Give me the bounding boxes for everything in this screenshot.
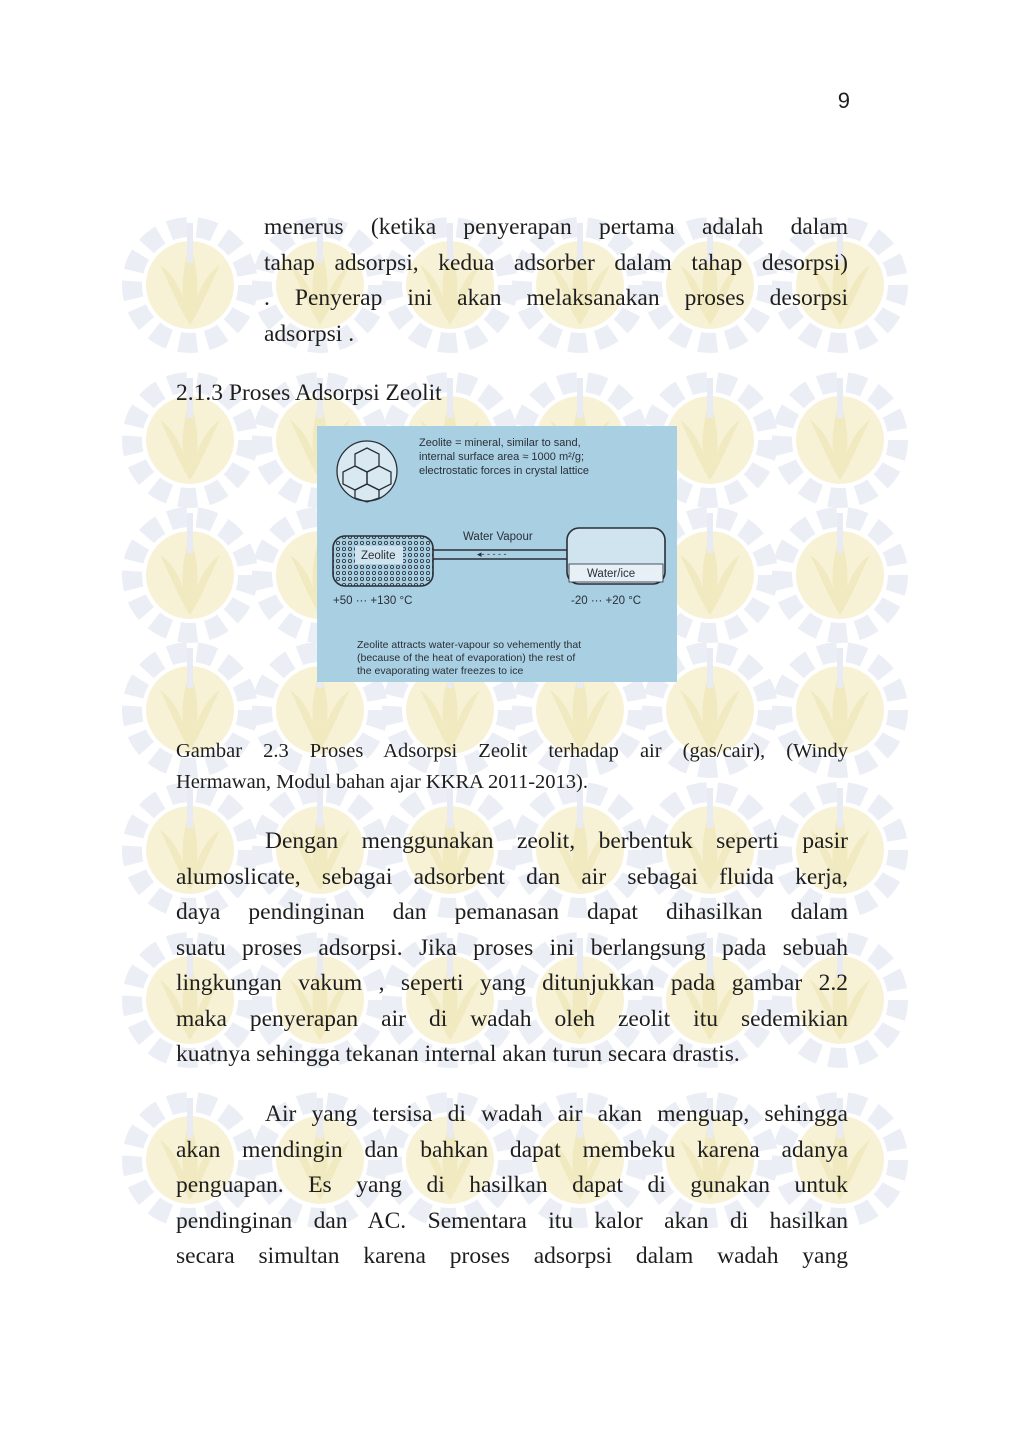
crystal-lattice-icon bbox=[337, 441, 397, 502]
text-line: lingkungan vakum , seperti yang ditunjukkan pada gambar 2.2 bbox=[176, 970, 848, 996]
figure-bottom-line: (because of the heat of evaporation) the rest of bbox=[357, 652, 576, 664]
continuation-paragraph bbox=[264, 210, 848, 352]
text-line: akan mendingin dan bahkan dapat membeku karena adanya bbox=[176, 1136, 848, 1163]
text-line: tahap adsorpsi, kedua adsorber dalam tahap desorpsi) bbox=[264, 249, 848, 276]
text-line: daya pendinginan dan pemanasan dapat dihasilkan dalam bbox=[176, 899, 848, 925]
text-line: pendinginan dan AC. Sementara itu kalor akan di hasilkan bbox=[176, 1207, 848, 1234]
body-paragraph-2 bbox=[176, 1097, 848, 1275]
text-line: menerus (ketika penyerapan pertama adalah dalam bbox=[264, 214, 848, 240]
text-line: . Penyerap ini akan melaksanakan proses desorpsi bbox=[264, 285, 848, 311]
text-line: alumoslicate, sebagai adsorbent dan air sebagai fluida kerja, bbox=[176, 863, 848, 890]
figure-description-line: Zeolite = mineral, similar to sand, bbox=[419, 437, 581, 449]
text-line: Dengan menggunakan zeolit, berbentuk seperti pasir bbox=[265, 828, 848, 854]
vapour-label: Water Vapour bbox=[463, 531, 533, 543]
zeolite-adsorption-figure bbox=[317, 426, 677, 682]
figure-caption bbox=[176, 736, 848, 797]
water-label: Water/ice bbox=[587, 568, 636, 580]
text-line: maka penyerapan air di wadah oleh zeolit itu sedemikian bbox=[176, 1005, 848, 1032]
figure-description-line: electrostatic forces in crystal lattice bbox=[419, 465, 589, 477]
page-number: 9 bbox=[837, 88, 850, 113]
figure-bottom-line: Zeolite attracts water-vapour so vehemently that bbox=[357, 639, 582, 651]
text-line: kuatnya sehingga tekanan internal akan turun secara drastis. bbox=[176, 1041, 740, 1067]
figure-bottom-line: the evaporating water freezes to ice bbox=[357, 665, 524, 677]
caption-line: Gambar 2.3 Proses Adsorpsi Zeolit terhadap air (gas/cair), (Windy bbox=[176, 740, 848, 762]
vapour-arrow-icon: ◂- - - - - bbox=[477, 549, 507, 559]
text-line: secara simultan karena proses adsorpsi dalam wadah yang bbox=[176, 1243, 848, 1269]
caption-line: Hermawan, Modul bahan ajar KKRA 2011-2013). bbox=[176, 770, 588, 793]
figure-description-line: internal surface area ≈ 1000 m²/g; bbox=[419, 451, 585, 463]
zeolite-label: Zeolite bbox=[361, 550, 396, 562]
section-heading: 2.1.3 Proses Adsorpsi Zeolit bbox=[176, 380, 442, 406]
text-line: adsorpsi . bbox=[264, 320, 355, 347]
body-paragraph-1 bbox=[176, 824, 848, 1073]
right-temperature: -20 ··· +20 °C bbox=[571, 595, 642, 607]
text-line: Air yang tersisa di wadah air akan menguap, sehingga bbox=[265, 1101, 848, 1127]
text-line: penguapan. Es yang di hasilkan dapat di gunakan untuk bbox=[176, 1172, 848, 1198]
left-temperature: +50 ··· +130 °C bbox=[333, 595, 413, 607]
text-line: suatu proses adsorpsi. Jika proses ini berlangsung pada sebuah bbox=[176, 934, 848, 961]
